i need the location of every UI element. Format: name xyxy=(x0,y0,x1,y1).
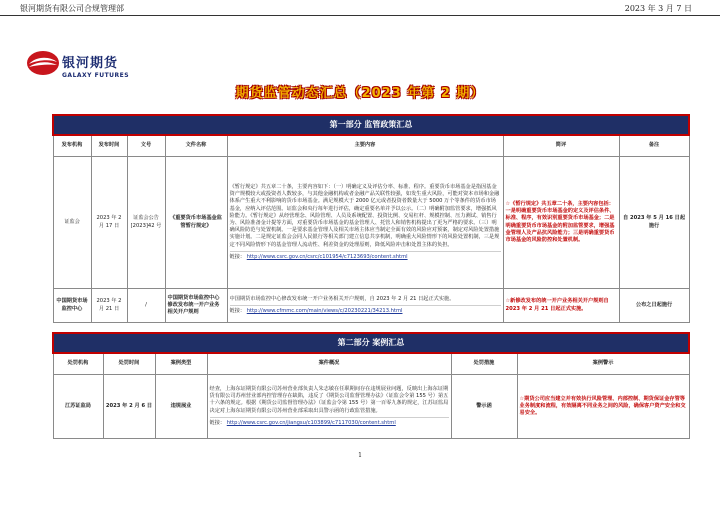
row-time: 2023 年 2 月 17 日 xyxy=(91,157,127,289)
row-link-label: 链接： xyxy=(229,253,246,260)
case-time: 2023 年 2 月 6 日 xyxy=(103,375,155,439)
row-comment: ☆《暂行规定》共五章二十条，主要内容包括：一是明确重要货币市场基金的定义及评估条件、标准、程序，有效识别重要货币市场基金；二是明确重要货币市场基金的附加监管要求，增强基金管理人及产品抗风险能力；三是明确重要货币市场基金的风险防控和处置机制。 xyxy=(503,157,619,289)
row-link-wrap xyxy=(230,251,501,261)
row-note: 公布之日起施行 xyxy=(619,289,689,323)
col-name: 文件名称 xyxy=(165,135,227,157)
case-warning: ☆期货公司应当建立并有效执行风险管理、内部控制、期货保证金存管等业务制度和流程，有效隔离不同业务之间的风险，确保客户资产安全和交易安全。 xyxy=(517,375,689,439)
row-content: 《暂行规定》共五章二十条，主要内容如下：（一）明确定义及评估分率、标准、程序。重要货币市场基金是指因基金资产规模较大或投资者人数较多，与其他金融机构或者金融产品关联性较强，如发生重大风险，可能对资本市场和金融体系产生重大不利影响的货币市场基金。满足规模大于 2000 亿元或者投资者数量大于 5000 万个等条件的货币市场基金，应纳入评估范围。证监会和央行每年进行评估，确定重要名单并予以公示。（二）明确附加监管要求，增强抵风险能力。《暂行规定》从经营理念、风险管理、人员及系统配置、投资比例、交易杠杆、规模控制、压力测试、销售行为、风险准备金计提等方面，对重要货币市场基金的基金管理人、托管人和销售机构提出了更为严格的要求。（三）明确风险防范与处置机制。一是要求基金管理人及相关市场主体应当制定全面有效的风险应对预案，制定对风险处置措施实施计划。二是规定证监会会同人民银行等相关部门建立信息共享机制，明确重大风险情形下的风险处置机制，三是规定不同风险情形下的基金管理人流动性、利差资金的处理原则，降低风险冲击和处置主体的负担。 xyxy=(229,183,500,248)
col-content: 主要内容 xyxy=(227,135,503,157)
policy-table xyxy=(52,114,690,323)
row-agency: 证监会 xyxy=(53,157,91,289)
row-docno: 证监会公告[2023]42 号 xyxy=(127,157,165,289)
col-type: 案例类型 xyxy=(155,353,207,375)
page-number: 1 xyxy=(358,452,362,459)
case-summary-cell xyxy=(207,375,451,439)
row-note: 自 2023 年 5 月 16 日起施行 xyxy=(619,157,689,289)
row-content-cell xyxy=(227,289,503,323)
col-comment: 简评 xyxy=(503,135,619,157)
case-type: 违规展业 xyxy=(155,375,207,439)
row-link-wrap xyxy=(230,305,501,315)
row-content-cell xyxy=(227,157,503,289)
header-company: 银河期货有限公司合规管理部 xyxy=(20,4,124,13)
row-name: 《重要货币市场基金监管暂行规定》 xyxy=(165,157,227,289)
col-summary: 案件概况 xyxy=(207,353,451,375)
row-docno: / xyxy=(127,289,165,323)
row-link[interactable]: http://www.cfmmc.com/main/views/c/20230221/34213.html xyxy=(246,308,403,314)
case-agency: 江苏证监局 xyxy=(53,375,103,439)
row-link[interactable]: http://www.csrc.gov.cn/csrc/c101954/c7123693/content.shtml xyxy=(246,253,408,260)
table-row xyxy=(53,157,689,289)
case-summary: 经查，上海东证期货有限公司苏州营业部负责人朱志敏在任职期间存在违规展业问题，反映出上海东证期货有限公司苏州营业部内控管理存在缺陷，违反了《期货公司监督管理办法》（证监会令第 155 号）第五十六条的规定。根据《期货公司监督管理办法》（证监会令第 155 号）第一百零九条的规定，江苏证监局决定对上海东证期货有限公司苏州营业部采取出具警示函的行政监管措施。 xyxy=(209,385,449,414)
case-link[interactable]: http://www.csrc.gov.cn/jiangsu/c103899/c7117030/content.shtml xyxy=(226,419,396,426)
row-agency: 中国期货市场监控中心 xyxy=(53,289,91,323)
part1-title: 第一部分 监管政策汇总 xyxy=(53,115,689,135)
col-measure: 处罚措施 xyxy=(451,353,517,375)
col-agency: 发布机构 xyxy=(53,135,91,157)
report-title: 期货监管动态汇总（2023 年第 2 期） xyxy=(235,86,485,101)
row-comment: ☆新修改发布的统一开户业务相关开户规则自 2023 年 2 月 21 日起正式实施。 xyxy=(503,289,619,323)
header-divider xyxy=(0,15,720,16)
row-time: 2023 年 2 月 21 日 xyxy=(91,289,127,323)
col-agency: 处罚机构 xyxy=(53,353,103,375)
header-date: 2023 年 3 月 7 日 xyxy=(624,4,692,13)
case-link-wrap xyxy=(210,417,449,427)
case-link-label: 链接： xyxy=(209,419,226,426)
logo-chinese: 银河期货 xyxy=(62,56,119,71)
row-name: 中国期货市场监控中心修改发布统一开户业务相关开户规则 xyxy=(165,289,227,323)
page-header xyxy=(0,0,720,14)
case-table xyxy=(52,332,690,439)
col-docno: 文号 xyxy=(127,135,165,157)
logo-english: GALAXY FUTURES xyxy=(62,72,130,79)
row-content: 中国期货市场监控中心修改发布统一开户业务相关开户规则，自 2023 年 2 月 21 日起正式实施。 xyxy=(229,295,455,302)
company-logo xyxy=(26,50,166,80)
col-time: 发布时间 xyxy=(91,135,127,157)
galaxy-logo-icon xyxy=(26,50,60,76)
table-row xyxy=(53,375,689,439)
col-warning: 案例警示 xyxy=(517,353,689,375)
col-note: 备注 xyxy=(619,135,689,157)
row-link-label: 链接： xyxy=(229,308,246,314)
part2-title: 第二部分 案例汇总 xyxy=(53,333,689,353)
table-row xyxy=(53,289,689,323)
case-measure: 警示函 xyxy=(451,375,517,439)
col-time: 处罚时间 xyxy=(103,353,155,375)
